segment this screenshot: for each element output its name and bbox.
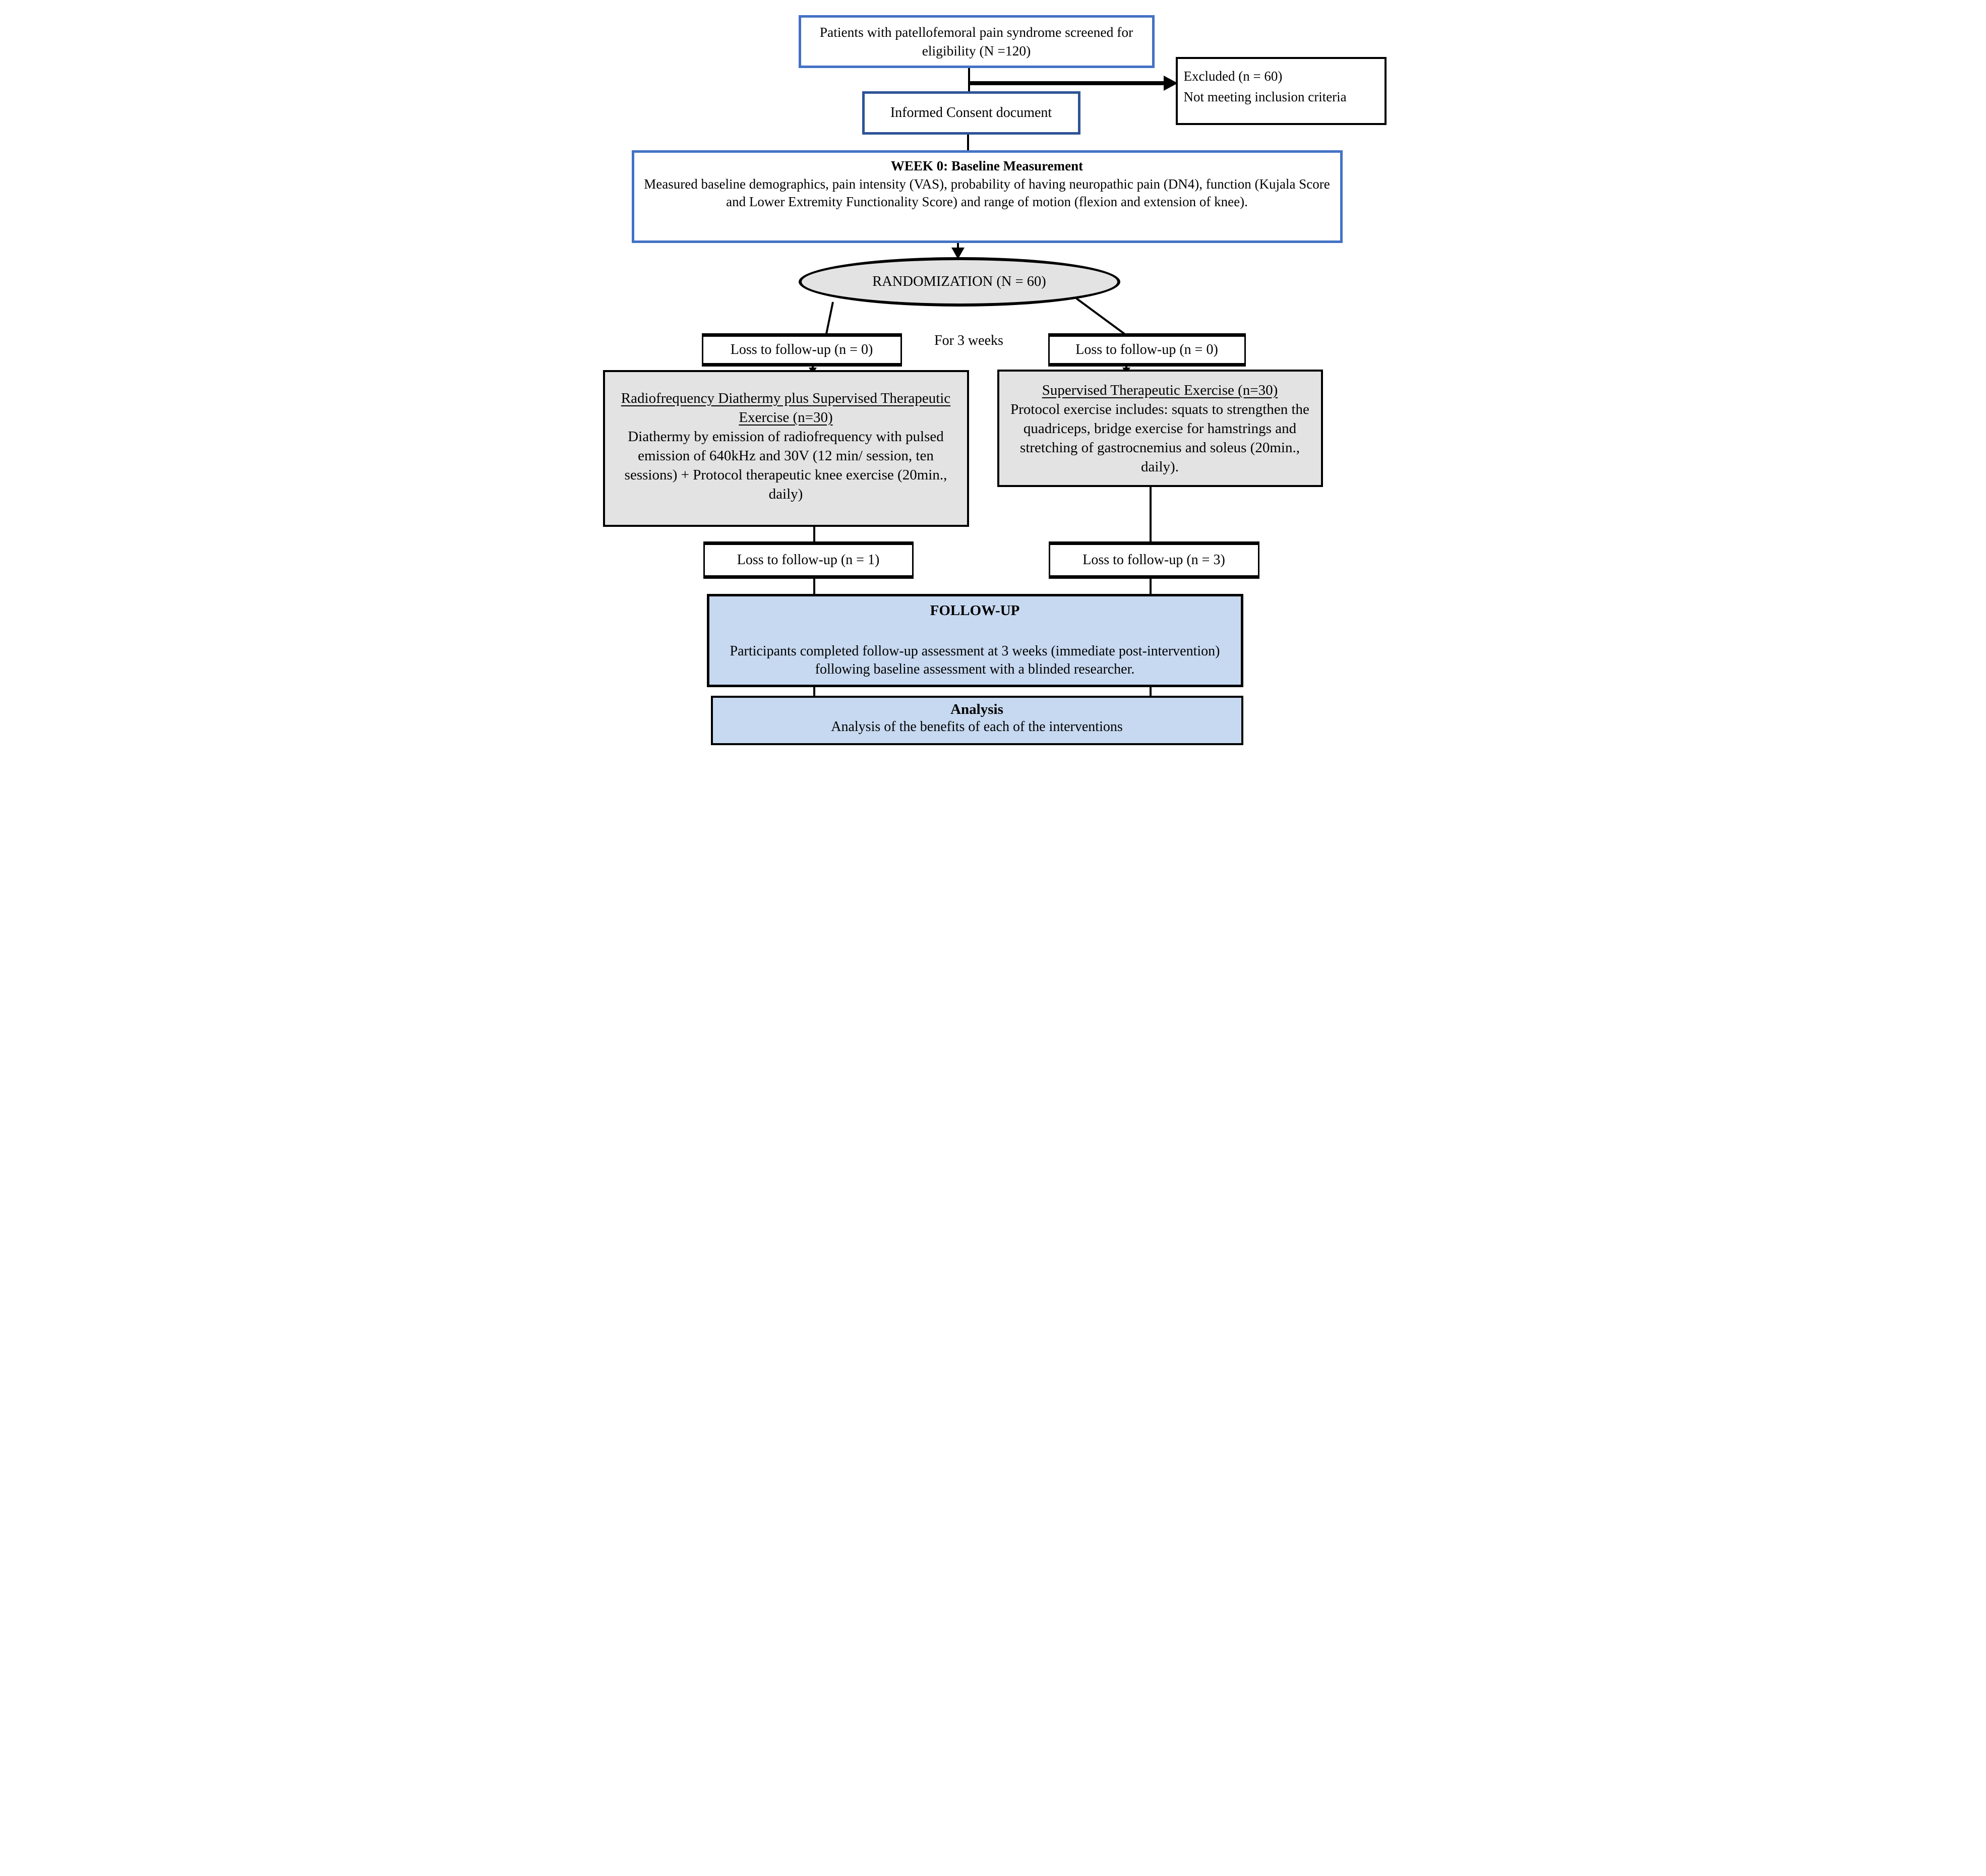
consent-box [862,91,1080,135]
excluded-box [1176,57,1387,125]
excluded-line-2: Not meeting inclusion criteria [1183,89,1347,104]
loss-initial-left-text: Loss to follow-up (n = 0) [730,342,873,357]
analysis-title: Analysis [950,701,1003,717]
analysis-box [711,696,1243,745]
connector-randomization-right [1076,298,1124,334]
loss-followup-post-right-box [1049,541,1259,579]
loss-post-left-text: Loss to follow-up (n = 1) [737,552,880,568]
connector-randomization-left [826,302,833,334]
loss-followup-initial-right-box [1048,333,1246,367]
exercise-group-body: Protocol exercise includes: squats to strengthen the quadriceps, bridge exercise for hamstrings and stretching of gastrocnemius and soleus (20min., daily). [1010,401,1309,475]
week0-box [632,150,1343,243]
screening-text: Patients with patellofemoral pain syndrome screened for eligibility (N =120) [819,24,1133,58]
week0-title: WEEK 0: Baseline Measurement [890,158,1084,173]
radiofrequency-group-title: Radiofrequency Diathermy plus Supervised Therapeutic Exercise (n=30) [621,390,951,426]
radiofrequency-group-box [603,370,969,527]
followup-body: Participants completed follow-up assessment at 3 weeks (immediate post-intervention) following baseline assessment with a blinded researcher. [730,643,1220,678]
loss-followup-post-left-box [703,541,914,579]
screening-box [799,15,1155,68]
week0-body: Measured baseline demographics, pain intensity (VAS), probability of having neuropathic pain (DN4), function (Kujala Score and Lower Extremity Functionality Score) and range of motion (flexion and extension of knee). [644,176,1330,210]
followup-title: FOLLOW-UP [930,602,1020,619]
loss-post-right-text: Loss to follow-up (n = 3) [1082,552,1225,568]
excluded-line-1: Excluded (n = 60) [1183,69,1283,84]
analysis-body: Analysis of the benefits of each of the interventions [831,719,1123,735]
radiofrequency-group-body: Diathermy by emission of radiofrequency with pulsed emission of 640kHz and 30V (12 min/ session, ten sessions) + Protocol therapeutic knee exercise (20min., daily) [624,428,947,502]
flow-diagram [596,0,1391,751]
duration-label [919,332,1019,350]
exercise-group-title: Supervised Therapeutic Exercise (n=30) [1042,382,1278,398]
exercise-group-box [997,370,1323,487]
loss-followup-initial-left-box [702,333,902,367]
loss-initial-right-text: Loss to follow-up (n = 0) [1075,342,1218,357]
consent-text: Informed Consent document [890,105,1052,120]
duration-text: For 3 weeks [934,333,1003,348]
randomization-text: RANDOMIZATION (N = 60) [872,274,1046,289]
randomization-ellipse [799,257,1120,307]
followup-box [707,594,1243,687]
